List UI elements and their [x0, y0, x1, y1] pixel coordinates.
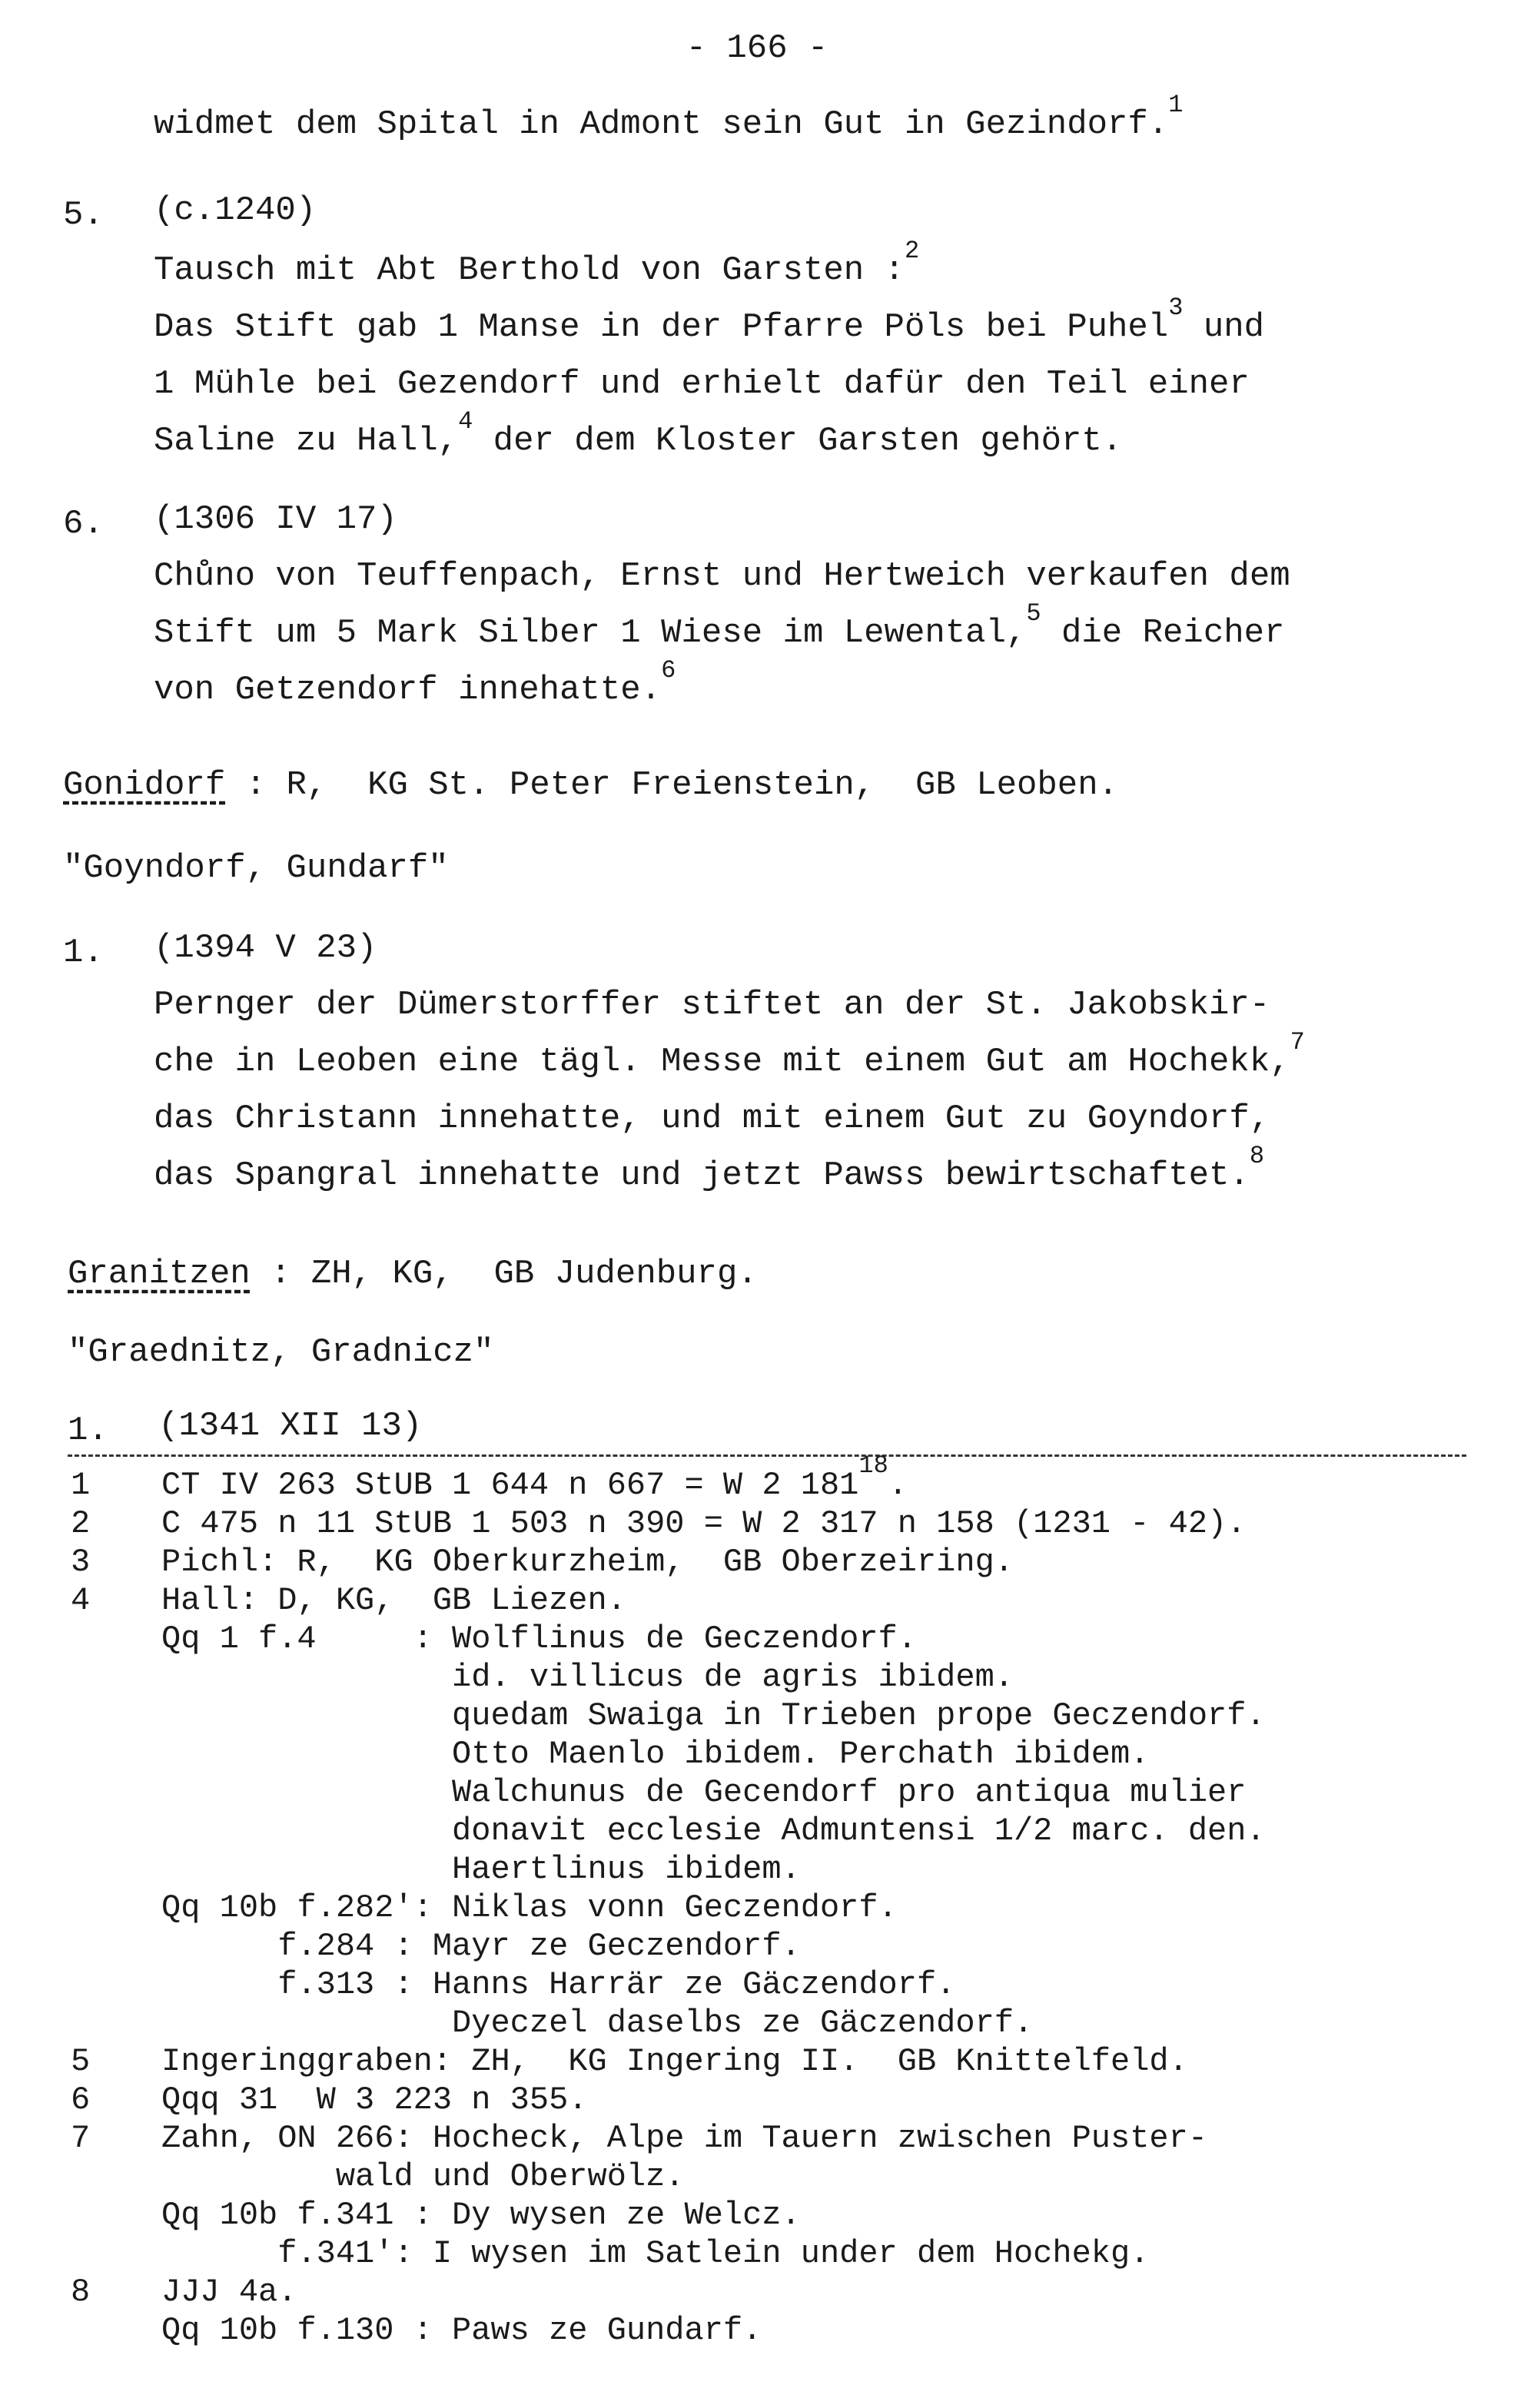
footnote-number: 5	[71, 2043, 91, 2080]
footnote-text: Qq 10b f.130 : Paws ze Gundarf.	[161, 2312, 762, 2349]
entry-text-line: von Getzendorf innehatte.$^6$	[154, 656, 676, 709]
entry-text-line: Pernger der Dümerstorffer stiftet an der St. Jakobskir-	[154, 986, 1270, 1024]
footnote-text: f.313 : Hanns Harrär ze Gäczendorf.	[161, 1966, 956, 2003]
footnote-text: JJJ 4a.	[161, 2274, 297, 2310]
place-name: Gonidorf	[63, 766, 226, 804]
footnote-divider	[68, 1454, 1466, 1457]
entry-date: (1306 IV 17)	[154, 500, 397, 539]
footnote-number: 6	[71, 2081, 91, 2118]
place-info: : R, KG St. Peter Freienstein, GB Leoben.	[225, 766, 1119, 804]
entry-number: 1.	[68, 1411, 108, 1450]
footnote-text: f.341': I wysen im Satlein under dem Hochekg.	[161, 2235, 1150, 2272]
footnote-text: Haertlinus ibidem.	[161, 1851, 801, 1888]
entry-number: 6.	[63, 505, 104, 543]
entry-number: 1.	[63, 934, 104, 972]
page-number: - 166 -	[686, 29, 828, 68]
footnote-text: Ingeringgraben: ZH, KG Ingering II. GB Knittelfeld.	[161, 2043, 1188, 2080]
footnote-number: 8	[71, 2274, 91, 2310]
footnote-text: Zahn, ON 266: Hocheck, Alpe im Tauern zwischen Puster-	[161, 2120, 1208, 2157]
entry-text-line: 1 Mühle bei Gezendorf und erhielt dafür den Teil einer	[154, 365, 1250, 403]
place-name: Granitzen	[68, 1255, 251, 1293]
footnote-text: Dyeczel daselbs ze Gäczendorf.	[161, 2005, 1034, 2041]
place-heading	[68, 1257, 758, 1291]
entry-date: (c.1240)	[154, 191, 317, 230]
footnote-text: wald und Oberwölz.	[161, 2158, 685, 2195]
intro-line: widmet dem Spital in Admont sein Gut in Gezindorf.$^1$	[154, 91, 1184, 144]
footnote-number: 4	[71, 1582, 91, 1619]
footnote-text: CT IV 263 StUB 1 644 n 667 = W 2 $181^{18}$.	[161, 1451, 908, 1504]
entry-date: (1394 V 23)	[154, 929, 377, 967]
entry-date: (1341 XII 13)	[158, 1407, 423, 1445]
footnote-text: Otto Maenlo ibidem. Perchath ibidem.	[161, 1736, 1150, 1773]
place-variants: "Goyndorf, Gundarf"	[63, 849, 449, 887]
entry-text-line: Chůno von Teuffenpach, Ernst und Hertweich verkaufen dem	[154, 557, 1290, 595]
footnote-number: 2	[71, 1505, 91, 1542]
place-variants: "Graednitz, Gradnicz"	[68, 1333, 494, 1371]
entry-text-line: das Spangral innehatte und jetzt Pawss bewirtschaftet.$^8$	[154, 1142, 1265, 1195]
place-info: : ZH, KG, GB Judenburg.	[250, 1255, 758, 1293]
footnote-number: 1	[71, 1467, 91, 1504]
footnote-number: 3	[71, 1544, 91, 1580]
footnote-text: Pichl: R, KG Oberkurzheim, GB Oberzeiring.	[161, 1544, 1014, 1580]
footnote-text: id. villicus de agris ibidem.	[161, 1659, 1014, 1696]
entry-text-line: Das Stift gab 1 Manse in der Pfarre Pöls bei Puhel$^3$ und	[154, 294, 1265, 347]
footnote-text: Qqq 31 W 3 223 n 355.	[161, 2081, 588, 2118]
footnote-text: Qq 10b f.341 : Dy wysen ze Welcz.	[161, 2197, 801, 2234]
footnote-text: quedam Swaiga in Trieben prope Geczendorf.	[161, 1697, 1266, 1734]
footnote-text: C 475 n 11 StUB 1 503 n 390 = W 2 317 n 158 (1231 - 42).	[161, 1505, 1247, 1542]
entry-text-line: Saline zu Hall,$^4$ der dem Kloster Garsten gehört.	[154, 407, 1123, 460]
footnote-text: f.284 : Mayr ze Geczendorf.	[161, 1928, 801, 1965]
footnote-text: Walchunus de Gecendorf pro antiqua mulier	[161, 1774, 1247, 1811]
footnote-text: Hall: D, KG, GB Liezen.	[161, 1582, 626, 1619]
entry-number: 5.	[63, 196, 104, 234]
footnote-text: donavit ecclesie Admuntensi 1/2 marc. den.	[161, 1813, 1266, 1849]
footnote-text: Qq 1 f.4 : Wolflinus de Geczendorf.	[161, 1620, 917, 1657]
footnote-text: Qq 10b f.282': Niklas vonn Geczendorf.	[161, 1889, 898, 1926]
entry-text-line: che in Leoben eine tägl. Messe mit einem Gut am Hochekk,$^7$	[154, 1028, 1305, 1081]
footnote-number: 7	[71, 2120, 91, 2157]
entry-text-line: das Christann innehatte, und mit einem Gut zu Goyndorf,	[154, 1100, 1270, 1138]
place-heading	[63, 768, 1118, 802]
entry-text-line: Tausch mit Abt Berthold von Garsten :$^2$	[154, 237, 920, 290]
entry-text-line: Stift um 5 Mark Silber 1 Wiese im Lewental,$^5$ die Reicher	[154, 599, 1285, 652]
